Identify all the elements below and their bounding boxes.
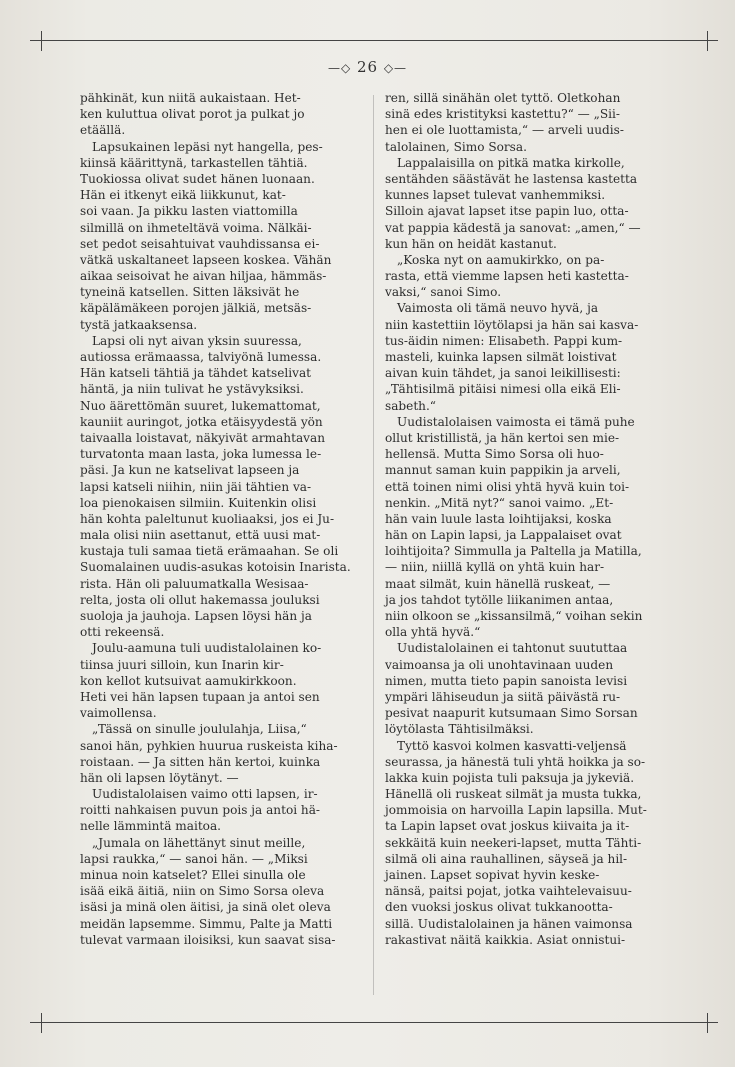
text-line: että toinen nimi olisi yhtä hyvä kuin toi- xyxy=(385,479,630,494)
text-line: masteli, kuinka lapsen silmät loistivat xyxy=(385,350,617,364)
text-line: set pedot seisahtuivat vauhdissansa ei- xyxy=(80,236,320,251)
text-line: ken kuluttua olivat porot ja pulkat jo xyxy=(80,107,305,122)
text-line: sabeth.“ xyxy=(385,398,436,413)
text-line: Uudistalolainen ei tahtonut suututtaa xyxy=(397,641,628,656)
text-line: vaimollensa. xyxy=(80,706,157,721)
text-line: roistaan. — Ja sitten hän kertoi, kuinka xyxy=(80,754,321,769)
text-line: lapsi katseli niihin, niin jäi tähtien va- xyxy=(80,479,312,494)
text-line: kunnes lapset tulevat vanhemmiksi. xyxy=(385,188,606,203)
text-line: silmä oli aina rauhallinen, säyseä ja hil- xyxy=(385,851,628,866)
text-line: maat silmät, kuin hänellä ruskeat, — xyxy=(385,576,611,591)
bottom-rule xyxy=(30,1022,714,1023)
text-line: Heti vei hän lapsen tupaan ja antoi sen xyxy=(80,689,320,704)
text-line: silmillä on ihmeteltävä voima. Nälkäi- xyxy=(80,220,312,235)
text-line: suoloja ja jauhoja. Lapsen löysi hän ja xyxy=(80,609,312,623)
text-line: ympäri lähiseudun ja siitä päivästä ru- xyxy=(385,689,621,704)
text-line: päsi. Ja kun ne katselivat lapseen ja xyxy=(80,463,300,478)
text-line: hän kohta paleltunut kuoliaaksi, jos ei Ju- xyxy=(80,511,335,526)
text-line: jommoisia on harvoilla Lapin lapsilla. Mut- xyxy=(385,803,647,818)
text-line: „Tähtisilmä pitäisi nimesi olla eikä Eli- xyxy=(385,382,621,397)
text-line: etäällä. xyxy=(80,123,126,138)
text-line: minua noin katselet? Ellei sinulla ole xyxy=(80,868,306,882)
text-line: Nuo äärettömän suuret, lukemattomat, xyxy=(80,398,321,413)
crop-mark-bottom-right xyxy=(698,1013,718,1033)
text-line: hän vain luule lasta loihtijaksi, koska xyxy=(385,511,612,526)
text-line: Vaimosta oli tämä neuvo hyvä, ja xyxy=(397,301,599,316)
text-line: niin olkoon se „kissansilmä,“ voihan sekin xyxy=(385,609,643,623)
text-line: aikaa seisoivat he aivan hiljaa, hämmäs- xyxy=(80,269,327,284)
text-line: nänsä, paitsi pojat, jotka vaihtelevaisuu- xyxy=(385,884,632,899)
text-line: vaksi,“ sanoi Simo. xyxy=(385,285,502,300)
text-line: loihtijoita? Simmulla ja Paltella ja Matilla, xyxy=(385,544,642,559)
text-line: tyneinä katsellen. Sitten läksivät he xyxy=(80,285,300,300)
text-line: otti rekeensä. xyxy=(80,625,165,640)
text-line: taivaalla loistavat, näkyivät armahtavan xyxy=(80,430,325,445)
text-line: autiossa erämaassa, talviyönä lumessa. xyxy=(80,350,322,364)
text-line: Tyttö kasvoi kolmen kasvatti-veljensä xyxy=(397,738,627,753)
text-line: seurassa, ja hänestä tuli yhtä hoikka ja so- xyxy=(385,754,646,769)
crop-mark-bottom-left xyxy=(32,1013,52,1033)
text-line: hellensä. Mutta Simo Sorsa oli huo- xyxy=(385,447,604,462)
text-line: den vuoksi joskus olivat tukkanootta- xyxy=(385,900,613,915)
text-line: hän on Lapin lapsi, ja Lappalaiset ovat xyxy=(385,528,622,543)
text-line: Lapsi oli nyt aivan yksin suuressa, xyxy=(92,333,302,348)
text-line: rakastivat näitä kaikkia. Asiat onnistui- xyxy=(385,932,626,947)
text-line: Tuokiossa olivat sudet hänen luonaan. xyxy=(80,171,315,186)
text-line: ja jos tahdot tytölle liikanimen antaa, xyxy=(385,592,614,607)
text-line: rasta, että viemme lapsen heti kastetta- xyxy=(385,269,629,284)
text-line: — niin, niillä kyllä on yhtä kuin har- xyxy=(385,560,605,575)
header-ornament-left: —◇ xyxy=(327,61,352,75)
text-line: „Koska nyt on aamukirkko, on pa- xyxy=(397,252,605,267)
text-line: olla yhtä hyvä.“ xyxy=(385,625,481,640)
text-line: Hän katseli tähtiä ja tähdet katselivat xyxy=(80,366,312,381)
text-line: sillä. Uudistalolainen ja hänen vaimonsa xyxy=(385,916,633,931)
text-line: käpälämäkeen porojen jälkiä, metsäs- xyxy=(80,301,312,316)
text-line: lapsi raukka,“ — sanoi hän. — „Miksi xyxy=(80,851,308,866)
text-line: isää eikä äitiä, niin on Simo Sorsa oleva xyxy=(80,884,325,899)
text-line: vätkä uskaltaneet lapseen koskea. Vähän xyxy=(80,252,332,267)
text-line: nenkin. „Mitä nyt?“ sanoi vaimo. „Et- xyxy=(385,495,614,510)
text-line: mannut saman kuin pappikin ja arveli, xyxy=(385,463,621,478)
text-line: ren, sillä sinähän olet tyttö. Oletkohan xyxy=(385,91,621,105)
text-line: kauniit auringot, jotka etäisyydestä yön xyxy=(80,414,323,429)
text-line: ta Lapin lapset ovat joskus kiivaita ja it- xyxy=(385,819,630,834)
text-line: Silloin ajavat lapset itse papin luo, otta- xyxy=(385,204,629,219)
top-rule xyxy=(30,40,714,41)
text-line: tulevat varmaan iloisiksi, kun saavat sisa- xyxy=(80,932,336,947)
text-line: Lappalaisilla on pitkä matka kirkolle, xyxy=(397,155,625,170)
text-line: pesivat naapurit kutsumaan Simo Sorsan xyxy=(385,706,638,721)
text-line: rista. Hän oli paluumatkalla Wesisaa- xyxy=(80,576,309,591)
text-line: lakka kuin pojista tuli paksuja ja jykeviä. xyxy=(385,770,635,785)
text-line: isäsi ja minä olen äitisi, ja sinä olet oleva xyxy=(80,900,331,915)
page-header xyxy=(0,58,735,76)
text-line: Lapsukainen lepäsi nyt hangella, pes- xyxy=(92,139,323,154)
text-line: sanoi hän, pyhkien huurua ruskeista kiha- xyxy=(80,738,338,753)
text-line: ollut kristillistä, ja hän kertoi sen mie- xyxy=(385,430,620,445)
text-line: „Jumala on lähettänyt sinut meille, xyxy=(92,835,306,850)
text-line: nelle lämmintä maitoa. xyxy=(80,819,222,834)
text-line: talolainen, Simo Sorsa. xyxy=(385,139,527,154)
crop-mark-top-left xyxy=(32,31,52,51)
crop-mark-top-right xyxy=(698,31,718,51)
text-line: „Tässä on sinulle joululahja, Liisa,“ xyxy=(92,722,307,737)
text-line: tus-äidin nimen: Elisabeth. Pappi kum- xyxy=(385,333,623,348)
text-line: kon kellot kutsuivat aamukirkkoon. xyxy=(80,673,297,688)
text-line: löytölasta Tähtisilmäksi. xyxy=(385,722,534,737)
left-column xyxy=(80,90,363,948)
text-line: hän oli lapsen löytänyt. — xyxy=(80,770,239,785)
right-column xyxy=(385,90,685,948)
text-line: Joulu-aamuna tuli uudistalolainen ko- xyxy=(92,641,322,656)
text-line: sinä edes kristityksi kastettu?“ — „Sii- xyxy=(385,107,620,122)
text-line: Hänellä oli ruskeat silmät ja musta tukka, xyxy=(385,787,642,802)
page-number: 26 xyxy=(356,58,379,76)
header-ornament-right: ◇— xyxy=(383,61,408,75)
text-line: turvatonta maan lasta, joka lumessa le- xyxy=(80,447,322,462)
text-line: tystä jatkaaksensa. xyxy=(80,317,198,332)
text-line: sekkäitä kuin neekeri-lapset, mutta Tähti- xyxy=(385,835,642,850)
text-line: niin kastettiin löytölapsi ja hän sai kasva- xyxy=(385,317,639,332)
text-line: Uudistalolaisen vaimo otti lapsen, ir- xyxy=(92,787,318,802)
text-line: jainen. Lapset sopivat hyvin keske- xyxy=(385,868,600,882)
text-line: aivan kuin tähdet, ja sanoi leikillisesti: xyxy=(385,366,621,381)
text-line: tiinsa juuri silloin, kun Inarin kir- xyxy=(80,657,284,672)
text-line: loa pienokaisen silmiin. Kuitenkin olisi xyxy=(80,495,317,510)
text-line: kun hän on heidät kastanut. xyxy=(385,236,557,251)
text-line: sentähden säästävät he lastensa kastetta xyxy=(385,171,638,186)
text-line: häntä, ja niin tulivat he ystävyksiksi. xyxy=(80,382,304,397)
text-line: hen ei ole luottamista,“ — arveli uudis- xyxy=(385,123,624,138)
text-line: meidän lapsemme. Simmu, Palte ja Matti xyxy=(80,916,333,931)
text-line: vaimoansa ja oli unohtavinaan uuden xyxy=(385,657,614,672)
text-line: Suomalainen uudis-asukas kotoisin Inarista. xyxy=(80,560,351,575)
text-line: pähkinät, kun niitä aukaistaan. Het- xyxy=(80,91,301,105)
column-gutter xyxy=(373,95,374,995)
text-line: mala olisi niin asettanut, että uusi mat- xyxy=(80,528,321,543)
text-line: Uudistalolaisen vaimosta ei tämä puhe xyxy=(397,414,635,429)
text-line: nimen, mutta tieto papin sanoista levisi xyxy=(385,673,628,688)
text-line: relta, josta oli ollut hakemassa jouluksi xyxy=(80,592,320,607)
text-line: roitti nahkaisen puvun pois ja antoi hä- xyxy=(80,803,321,818)
text-line: soi vaan. Ja pikku lasten viattomilla xyxy=(80,204,298,219)
text-line: kustaja tuli samaa tietä erämaahan. Se oli xyxy=(80,544,339,559)
text-line: kiinsä käärittynä, tarkastellen tähtiä. xyxy=(80,155,308,170)
text-line: vat pappia kädestä ja sanovat: „amen,“ — xyxy=(385,220,641,235)
text-line: Hän ei itkenyt eikä liikkunut, kat- xyxy=(80,188,286,203)
